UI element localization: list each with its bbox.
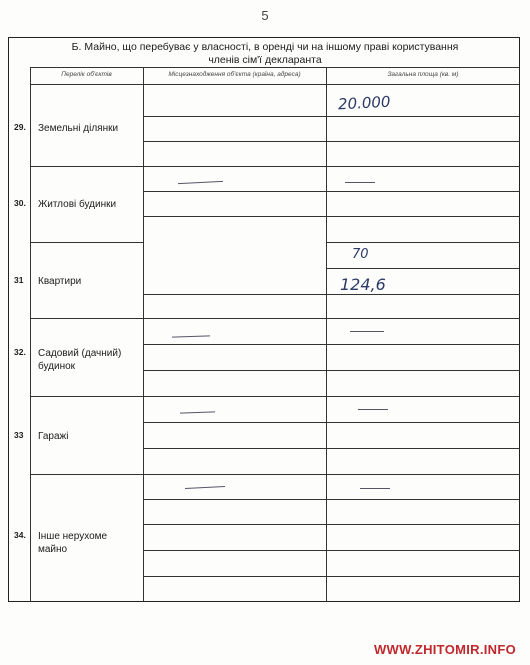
sub-row-line bbox=[143, 344, 520, 345]
column-divider-area bbox=[326, 67, 327, 602]
sub-row-line bbox=[143, 141, 520, 142]
sub-row-line bbox=[143, 318, 520, 319]
row-number-32: 32. bbox=[14, 347, 26, 357]
row-divider-30 bbox=[30, 242, 143, 243]
row-number-30: 30. bbox=[14, 198, 26, 208]
row-divider-29 bbox=[30, 166, 143, 167]
row-number-34: 34. bbox=[14, 530, 26, 540]
section-title-line1: Б. Майно, що перебуває у власності, в оренді чи на іншому праві користування bbox=[71, 41, 459, 53]
sub-row-line bbox=[143, 166, 520, 167]
sub-row-line bbox=[143, 448, 520, 449]
row-label-land: Земельні ділянки bbox=[38, 123, 119, 134]
sub-row-line bbox=[143, 216, 520, 217]
page-number: 5 bbox=[261, 8, 269, 23]
handwritten-apartment-area-2: 124,6 bbox=[340, 275, 386, 294]
handwritten-dash bbox=[345, 182, 375, 183]
sub-row-line bbox=[326, 242, 520, 243]
row-label-garden-house: Садовий (дачний) будинок bbox=[38, 348, 122, 372]
section-title bbox=[20, 41, 510, 67]
sub-row-line bbox=[143, 576, 520, 577]
row-number-33: 33 bbox=[14, 430, 24, 440]
row-divider-32 bbox=[30, 396, 143, 397]
sub-row-line bbox=[143, 550, 520, 551]
row-number-31: 31 bbox=[14, 275, 24, 285]
sub-row-line bbox=[143, 294, 520, 295]
row-divider-33 bbox=[30, 474, 143, 475]
sub-row-line bbox=[143, 524, 520, 525]
column-header-area: Загальна площа (кв. м) bbox=[387, 71, 459, 78]
row-number-29: 29. bbox=[14, 122, 26, 132]
row-label-apartments: Квартири bbox=[38, 276, 82, 287]
row-label-other-property: Інше нерухоме майно bbox=[38, 531, 108, 555]
sub-row-line bbox=[143, 422, 520, 423]
handwritten-dash bbox=[360, 488, 390, 489]
row-label-garages: Гаражі bbox=[38, 431, 69, 442]
sub-row-line bbox=[143, 370, 520, 371]
sub-row-line bbox=[143, 499, 520, 500]
header-top-border bbox=[30, 67, 520, 68]
sub-row-line bbox=[143, 116, 520, 117]
sub-row-line bbox=[143, 191, 520, 192]
handwritten-land-area: 20.000 bbox=[337, 92, 391, 114]
sub-row-line bbox=[143, 474, 520, 475]
table-left-border bbox=[30, 67, 31, 602]
column-header-list: Перелік об'єктів bbox=[61, 71, 112, 78]
sub-row-line bbox=[143, 396, 520, 397]
handwritten-dash bbox=[358, 409, 388, 410]
site-watermark: WWW.ZHITOMIR.INFO bbox=[373, 642, 516, 657]
row-divider-31 bbox=[30, 318, 143, 319]
sub-row-line bbox=[326, 268, 520, 269]
handwritten-dash bbox=[350, 331, 384, 332]
column-header-location: Місцезнаходження об'єкта (країна, адреса) bbox=[168, 71, 301, 78]
header-bottom-border bbox=[30, 84, 520, 85]
column-divider-location bbox=[143, 67, 144, 602]
handwritten-apartment-area-1: 70 bbox=[352, 247, 369, 262]
section-title-line2: членів сім'ї декларанта bbox=[208, 54, 322, 66]
row-label-houses: Житлові будинки bbox=[38, 199, 117, 210]
